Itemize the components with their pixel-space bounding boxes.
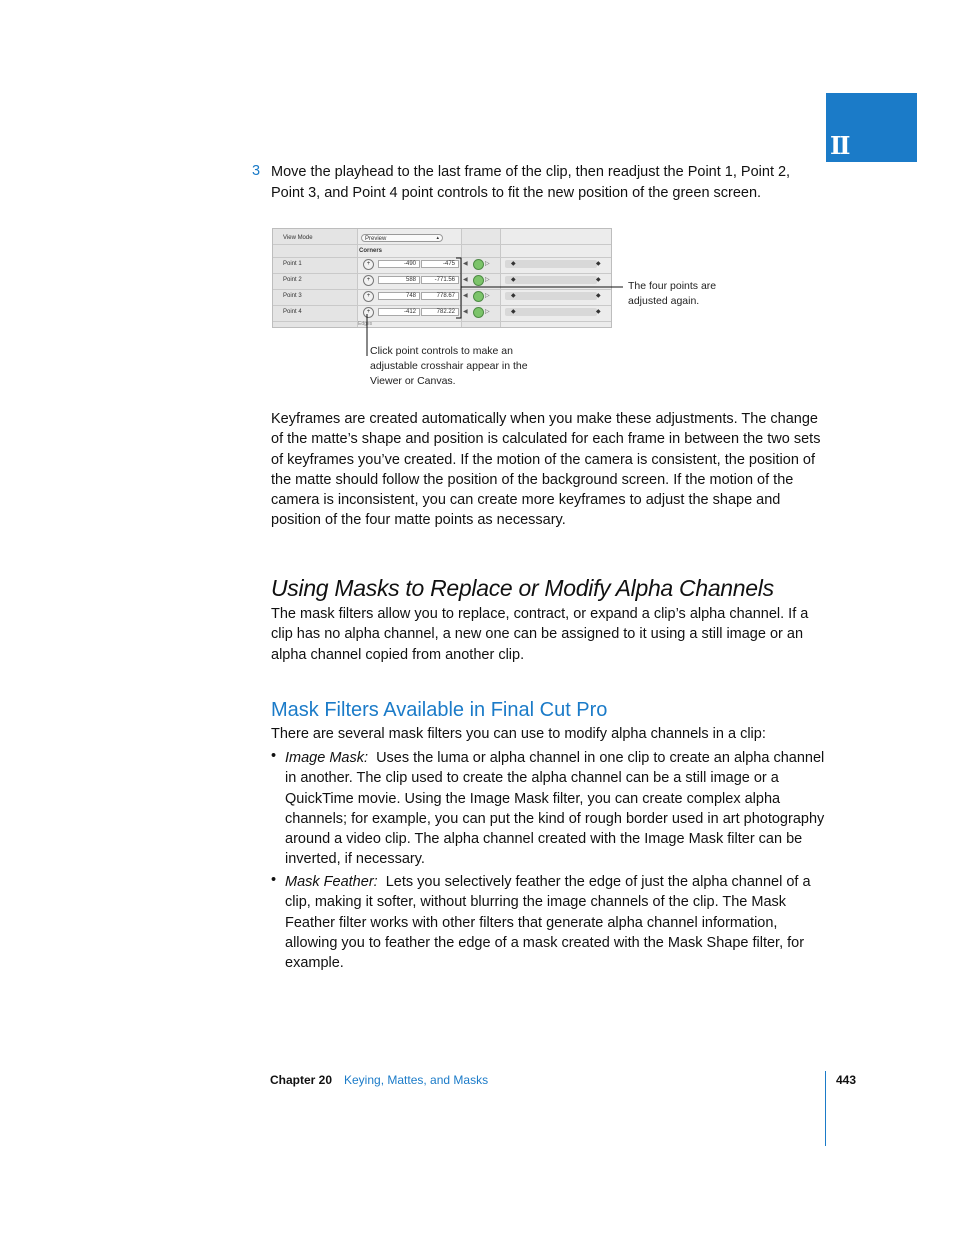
next-keyframe-icon[interactable]: ▷ <box>485 309 490 315</box>
keyframe-navigator[interactable] <box>463 275 493 285</box>
bullet-term: Mask Feather: <box>285 874 378 890</box>
keyframe-button-icon[interactable] <box>473 259 484 270</box>
point-2-y-field[interactable]: -771.56 <box>421 276 459 284</box>
point-1-y-field[interactable]: -475 <box>421 260 459 268</box>
keyframe-button-icon[interactable] <box>473 307 484 318</box>
point-3-x-field[interactable]: 748 <box>378 292 420 300</box>
keyframe-button-icon[interactable] <box>473 291 484 302</box>
section-heading: Using Masks to Replace or Modify Alpha Channels <box>271 575 774 601</box>
callout-four-points: The four points are adjusted again. <box>628 280 717 307</box>
edges-label: Edges <box>358 321 373 327</box>
keyframes-paragraph: Keyframes are created automatically when you make these adjustments. The change of the matte’s shape and position is calculated for each frame in between the two sets of keyframes you’ve created. If the motion of the camera is consistent, the position of the matte should follow the position of the background screen. If the motion of the camera is inconsistent, you can create more keyframes to adjust the shape and position of the four matte points as necessary. <box>271 411 821 529</box>
step-text: Move the playhead to the last frame of the clip, then readjust the Point 1, Point 2, Point 3, and Point 4 point controls to fit the new position of the green screen. <box>271 164 791 201</box>
prev-keyframe-icon[interactable]: ◀ <box>463 277 468 283</box>
crosshair-icon[interactable]: + <box>363 307 374 318</box>
point-4-x-field[interactable]: -412 <box>378 308 420 316</box>
keyframe-track[interactable] <box>505 292 597 300</box>
bullet-icon: • <box>271 872 277 888</box>
point-1-label: Point 1 <box>283 261 302 267</box>
page-number: 443 <box>836 1073 857 1087</box>
keyframe-diamond-icon[interactable]: ◆ <box>511 277 516 283</box>
point-2-label: Point 2 <box>283 277 302 283</box>
prev-keyframe-icon[interactable]: ◀ <box>463 293 468 299</box>
keyframe-track[interactable] <box>505 276 597 284</box>
bullet-icon: • <box>271 748 277 764</box>
footer-divider <box>825 1071 826 1146</box>
keyframe-diamond-icon[interactable]: ◆ <box>596 309 601 315</box>
part-tab-label: II <box>830 131 849 160</box>
bullet-item <box>285 872 830 973</box>
keyframe-track[interactable] <box>505 260 597 268</box>
prev-keyframe-icon[interactable]: ◀ <box>463 309 468 315</box>
bullet-item <box>285 748 830 870</box>
keyframe-diamond-icon[interactable]: ◆ <box>596 277 601 283</box>
prev-keyframe-icon[interactable]: ◀ <box>463 261 468 267</box>
mask-filters-paragraph: The mask filters allow you to replace, contract, or expand a clip’s alpha channel. If a clip has no alpha channel, a new one can be assigned to it using a still image or an alpha channel copied from another clip. <box>271 606 809 663</box>
callout-point-controls: Click point controls to make an adjustable crosshair appear in the Viewer or Canvas. <box>370 345 528 387</box>
bullet-description: Lets you selectively feather the edge of just the alpha channel of a clip, making it softer, without blurring the image channels of the clip. The Mask Feather filter works with other filters that generate alpha channel information, allowing you to feather the edge of a mask created with the Mask Shape filter, for example. <box>285 874 811 972</box>
next-keyframe-icon[interactable]: ▷ <box>485 261 490 267</box>
footer-chapter: Chapter 20 <box>270 1073 333 1087</box>
keyframe-diamond-icon[interactable]: ◆ <box>596 293 601 299</box>
keyframe-button-icon[interactable] <box>473 275 484 286</box>
point-1-x-field[interactable]: -490 <box>378 260 420 268</box>
keyframe-diamond-icon[interactable]: ◆ <box>511 261 516 267</box>
bullet-term: Image Mask: <box>285 750 368 766</box>
step-number: 3 <box>252 163 261 179</box>
next-keyframe-icon[interactable]: ▷ <box>485 277 490 283</box>
crosshair-icon[interactable]: + <box>363 291 374 302</box>
view-mode-label: View Mode <box>283 235 313 241</box>
keyframe-track[interactable] <box>505 308 597 316</box>
keyframe-navigator[interactable] <box>463 259 493 269</box>
keyframe-diamond-icon[interactable]: ◆ <box>511 293 516 299</box>
bullet-description: Uses the luma or alpha channel in one clip to create an alpha channel in another. The clip used to create the alpha channel can be a still image or a QuickTime movie. Using the Image Mask filter, you can create complex alpha channels; for example, you can put the kind of rough border used in art photography around a video clip. The alpha channel created with the Image Mask filter can be inverted, if necessary. <box>285 750 825 868</box>
point-3-label: Point 3 <box>283 293 302 299</box>
view-mode-dropdown[interactable]: Preview ▴ <box>361 234 443 242</box>
corners-label: Corners <box>359 248 383 254</box>
crosshair-icon[interactable]: + <box>363 259 374 270</box>
next-keyframe-icon[interactable]: ▷ <box>485 293 490 299</box>
point-3-y-field[interactable]: 778.67 <box>421 292 459 300</box>
subsection-heading: Mask Filters Available in Final Cut Pro <box>271 699 608 721</box>
filter-parameters-screenshot <box>272 228 612 328</box>
keyframe-navigator[interactable] <box>463 291 493 301</box>
part-tab <box>826 93 917 162</box>
point-2-x-field[interactable]: 588 <box>378 276 420 284</box>
keyframe-diamond-icon[interactable]: ◆ <box>511 309 516 315</box>
point-4-label: Point 4 <box>283 309 302 315</box>
crosshair-icon[interactable]: + <box>363 275 374 286</box>
intro-paragraph: There are several mask filters you can use to modify alpha channels in a clip: <box>271 726 766 742</box>
keyframe-navigator[interactable] <box>463 307 493 317</box>
footer-chapter-title[interactable]: Keying, Mattes, and Masks <box>344 1073 489 1087</box>
point-4-y-field[interactable]: 782.22 <box>421 308 459 316</box>
keyframe-diamond-icon[interactable]: ◆ <box>596 261 601 267</box>
